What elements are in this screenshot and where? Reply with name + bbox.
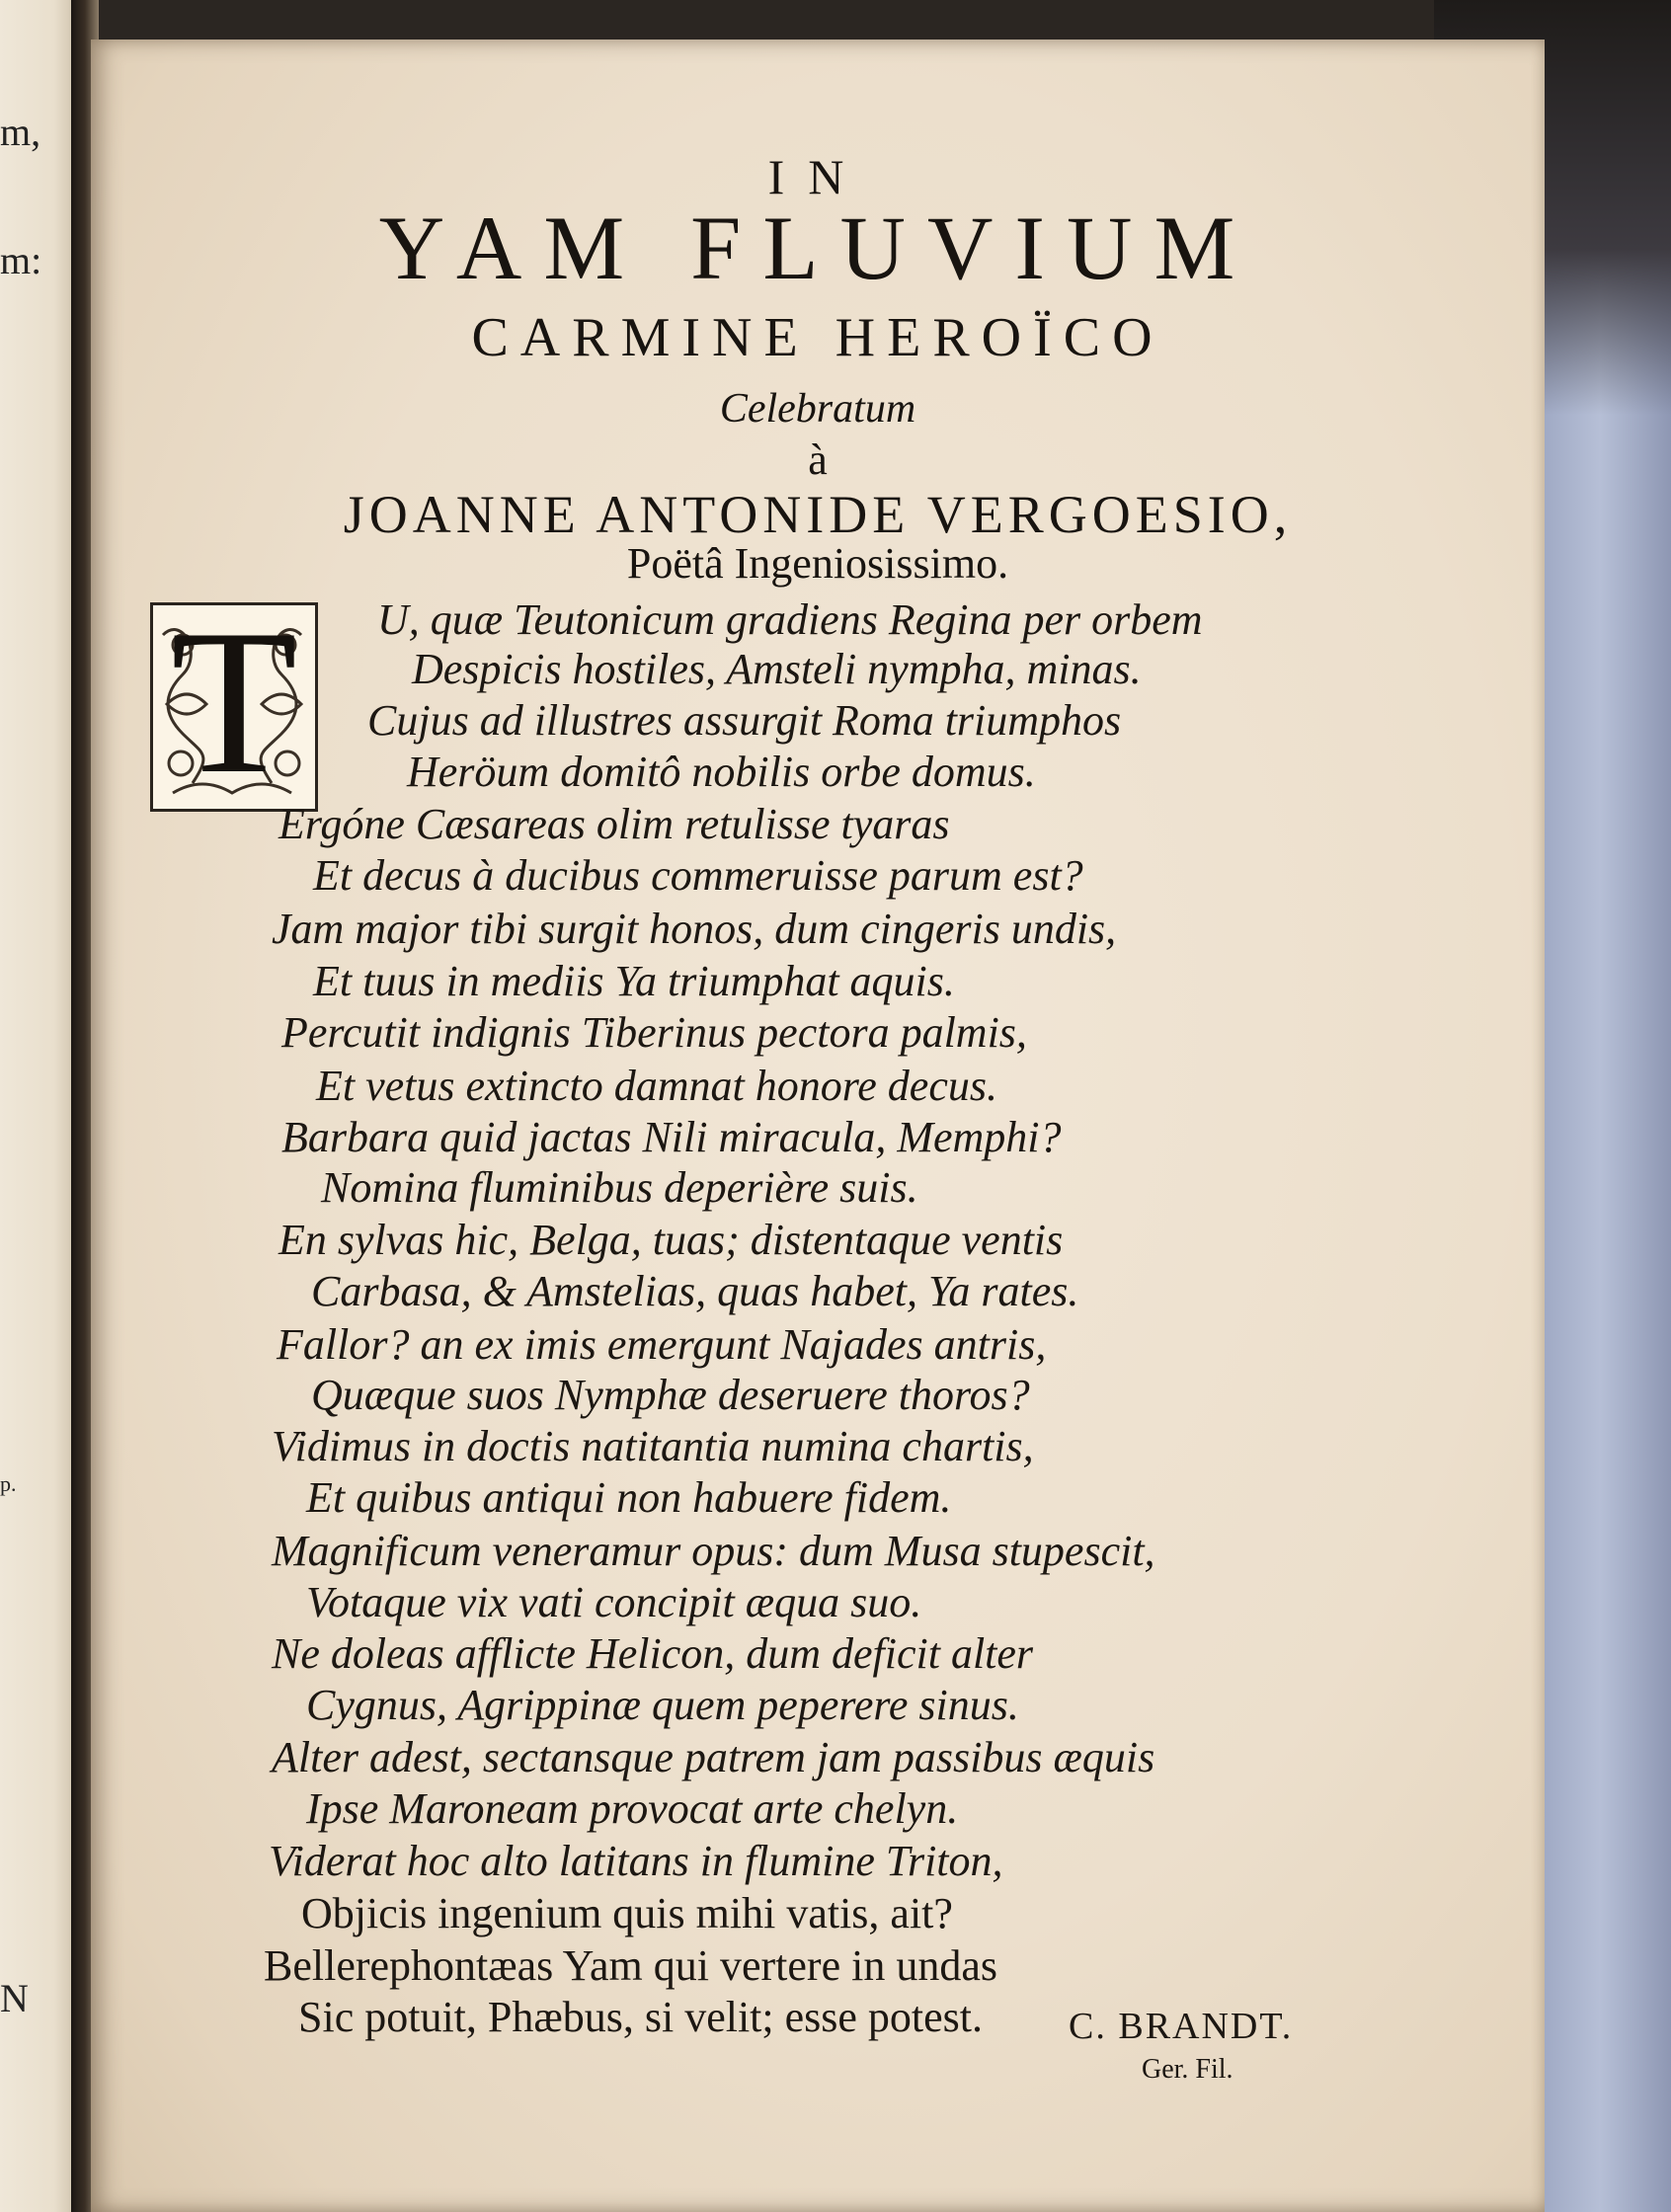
poem-line: Sic potuit, Phæbus, si velit; esse potest. [298, 1993, 984, 2041]
poem-line: Heröum domitô nobilis orbe domus. [407, 748, 1036, 796]
poem-line: Viderat hoc alto latitans in flumine Triton, [269, 1837, 1003, 1885]
poem-line: En sylvas hic, Belga, tuas; distentaque ventis [278, 1216, 1064, 1264]
poem-line: U, quæ Teutonicum gradiens Regina per orbem [377, 595, 1203, 644]
left-page-fragment: m: [0, 238, 42, 282]
poem-line: Et decus à ducibus commeruisse parum est? [313, 851, 1083, 900]
poem-line: Ne doleas afflicte Helicon, dum deficit alter [272, 1629, 1034, 1678]
poem-line: Et vetus extincto damnat honore decus. [316, 1062, 997, 1110]
poem-line: Cujus ad illustres assurgit Roma triumphos [367, 696, 1122, 745]
poem-line: Jam major tibi surgit honos, dum cingeris undis, [272, 905, 1117, 953]
left-page-fragment: p. [0, 1471, 17, 1496]
heading-title: YAM FLUVIUM [378, 198, 1257, 298]
poem-line: Fallor? an ex imis emergunt Najades antris, [277, 1320, 1047, 1369]
left-page-fragment: N [0, 1976, 29, 2020]
heading-in: IN [767, 149, 868, 204]
poem-line: Magnificum veneramur opus: dum Musa stupescit, [272, 1527, 1155, 1575]
signature: C. BRANDT. [1069, 2006, 1294, 2047]
poem-line: Ipse Maroneam provocat arte chelyn. [306, 1784, 959, 1833]
poem-line: Nomina fluminibus deperière suis. [321, 1163, 918, 1212]
heading-poeta: Poëtâ Ingeniosissimo. [626, 539, 1009, 588]
dropcap-ornament [150, 588, 318, 817]
poem-line: Despicis hostiles, Amsteli nympha, minas. [412, 645, 1142, 693]
heading-carmine: CARMINE HEROÏCO [471, 307, 1164, 368]
heading-a: à [808, 435, 828, 484]
poem-line: Et quibus antiqui non habuere fidem. [306, 1473, 952, 1522]
poem-line: Et tuus in mediis Ya triumphat aquis. [313, 957, 955, 1005]
left-facing-page [0, 0, 77, 2212]
left-page-fragment: m, [0, 110, 41, 154]
poem-line: Vidimus in doctis natitantia numina chartis, [272, 1422, 1034, 1470]
poem-line: Percutit indignis Tiberinus pectora palmis, [281, 1008, 1027, 1057]
heading-author: JOANNE ANTONIDE VERGOESIO, [343, 485, 1293, 544]
poem-line: Cygnus, Agrippinæ quem peperere sinus. [306, 1681, 1019, 1729]
signature-subtitle: Ger. Fil. [1142, 2054, 1233, 2085]
poem-line: Quæque suos Nymphæ deseruere thoros? [311, 1371, 1030, 1419]
poem-line: Alter adest, sectansque patrem jam passibus æquis [272, 1733, 1155, 1781]
poem-line: Carbasa, & Amstelias, quas habet, Ya rates. [311, 1267, 1079, 1315]
poem-line: Votaque vix vati concipit æqua suo. [306, 1578, 922, 1626]
poem-line: Barbara quid jactas Nili miracula, Memphi? [281, 1113, 1062, 1161]
dropcap-letter: T [170, 588, 298, 817]
poem-line: Objicis ingenium quis mihi vatis, ait? [301, 1889, 953, 1937]
poem-line: Ergóne Cæsareas olim retulisse tyaras [278, 800, 950, 848]
heading-celebratum: Celebratum [719, 386, 916, 432]
poem-line: Bellerephontæas Yam qui vertere in undas [264, 1941, 997, 1990]
book-page [91, 40, 1545, 2212]
